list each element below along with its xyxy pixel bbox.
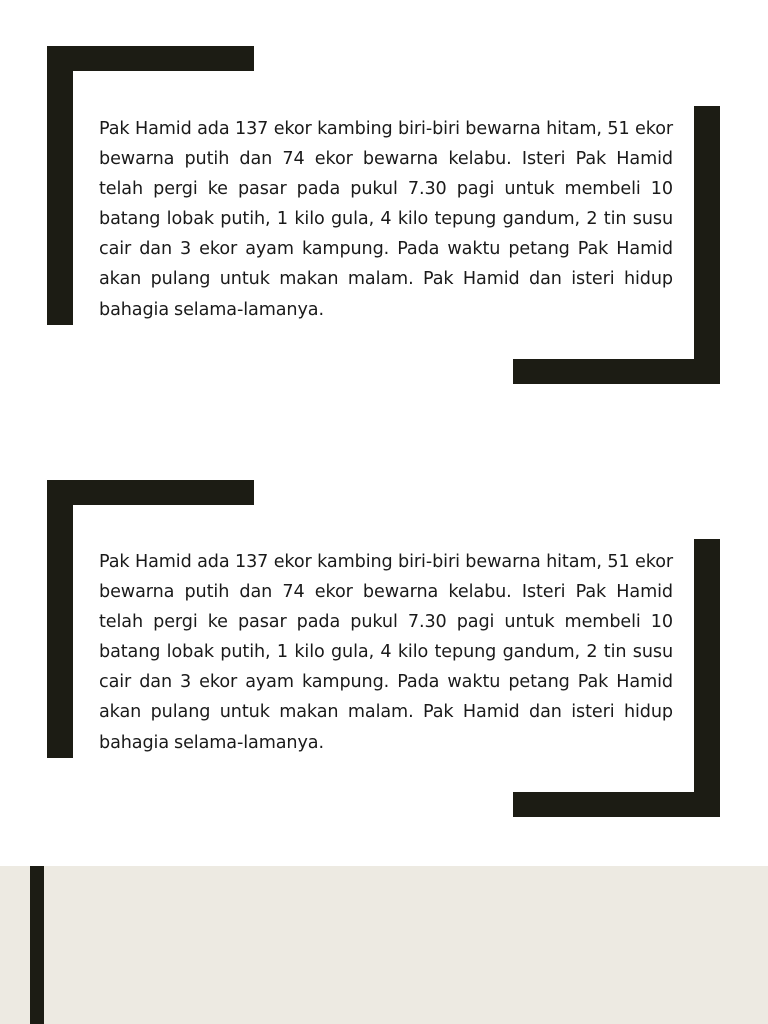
bracket-top-left-horizontal [47, 480, 254, 505]
bracket-bottom-right-horizontal [513, 792, 720, 817]
bracket-top-left-horizontal [47, 46, 254, 71]
next-slide-accent-bar [30, 866, 44, 1024]
bracket-bottom-right-horizontal [513, 359, 720, 384]
bracket-top-left-vertical [47, 480, 73, 758]
next-slide-preview [0, 866, 768, 1024]
bracket-bottom-right-vertical [694, 106, 720, 384]
paragraph-text: Pak Hamid ada 137 ekor kambing biri-biri bewarna hitam, 51 ekor bewarna putih dan 74 ekor bewarna kelabu. Isteri Pak Hamid telah pergi ke pasar pada pukul 7.30 pagi untuk membeli 10 batang lobak putih, 1 kilo gula, 4 kilo tepung gandum, 2 tin susu cair dan 3 ekor ayam kampung. Pada waktu petang Pak Hamid akan pulang untuk makan malam. Pak Hamid dan isteri hidup bahagia selama-lamanya. [99, 552, 673, 753]
bracket-bottom-right-vertical [694, 539, 720, 817]
bracket-top-left-vertical [47, 46, 73, 325]
paragraph-text: Pak Hamid ada 137 ekor kambing biri-biri bewarna hitam, 51 ekor bewarna putih dan 74 ekor bewarna kelabu. Isteri Pak Hamid telah pergi ke pasar pada pukul 7.30 pagi untuk membeli 10 batang lobak putih, 1 kilo gula, 4 kilo tepung gandum, 2 tin susu cair dan 3 ekor ayam kampung. Pada waktu petang Pak Hamid akan pulang untuk makan malam. Pak Hamid dan isteri hidup bahagia selama-lamanya. [99, 119, 673, 320]
